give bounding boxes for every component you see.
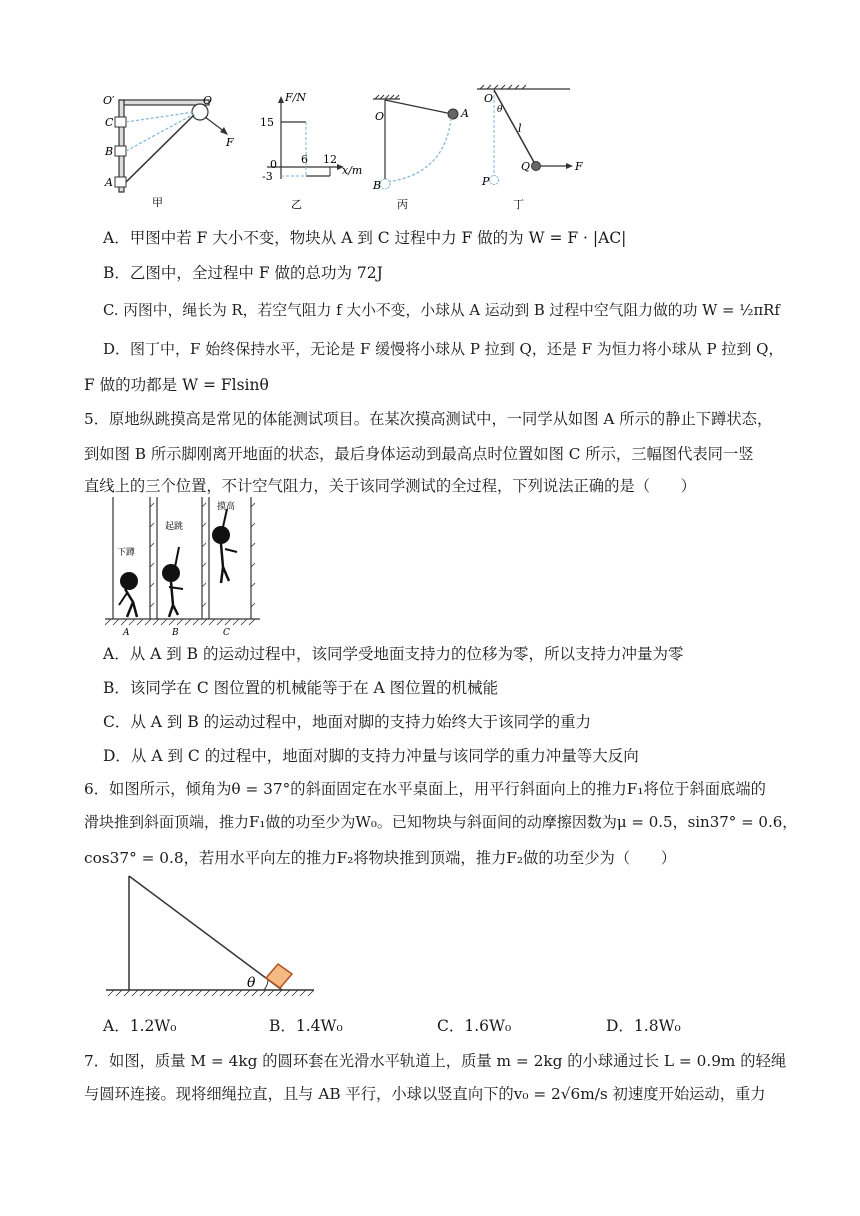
person-squat [119, 572, 138, 617]
q6-stem-line3: cos37° = 0.8，若用水平向左的推力F₂将物块推到顶端，推力F₂做的功至少为（ ） [84, 849, 677, 867]
bing-caption: 丙 [397, 198, 408, 211]
q5-stem-line1: 5．原地纵跳摸高是常见的体能测试项目。在某次摸高测试中，一同学从如图 A 所示的静止下蹲状态， [84, 410, 773, 428]
figure-bing [372, 95, 469, 211]
q5-option-d: D．从 A 到 C 的过程中，地面对脚的支持力冲量与该同学的重力冲量等大反向 [103, 747, 639, 765]
ding-label-q: Q [521, 160, 531, 173]
jia-label-f: F [226, 136, 234, 149]
bing-label-b: B [373, 179, 382, 192]
jia-caption: 甲 [152, 196, 163, 209]
jia-label-b: B [105, 145, 114, 158]
ding-caption: 丁 [513, 198, 524, 211]
ding-label-o: O [484, 92, 494, 105]
yi-tick-6: 6 [301, 153, 308, 166]
q5-stem-line2: 到如图 B 所示脚刚离开地面的状态，最后身体运动到最高点时位置如图 C 所示，三幅图代表同一竖 [84, 445, 754, 463]
figure-ding [477, 85, 583, 211]
yi-caption: 乙 [291, 198, 302, 211]
q5-option-c: C．从 A 到 B 的运动过程中，地面对脚的支持力始终大于该同学的重力 [103, 713, 592, 731]
yi-tick-neg3: -3 [262, 170, 273, 183]
person-touch [212, 509, 237, 583]
label-jump: 起跳 [165, 522, 184, 532]
yi-tick-12: 12 [323, 153, 337, 166]
bing-label-a: A [461, 107, 469, 120]
q5-option-b: B．该同学在 C 图位置的机械能等于在 A 图位置的机械能 [103, 679, 499, 697]
q6-option-d: D．1.8W₀ [606, 1017, 681, 1035]
ding-label-theta: θ [497, 105, 503, 115]
label-squat: 下蹲 [117, 548, 136, 558]
bing-label-o: O [375, 110, 385, 123]
q5-stem-line3: 直线上的三个位置，不计空气阻力，关于该同学测试的全过程，下列说法正确的是（ ） [84, 477, 696, 495]
yi-tick-0: 0 [270, 158, 277, 171]
jia-label-a: A [105, 176, 113, 189]
q6-option-c: C．1.6W₀ [437, 1017, 512, 1035]
figure-yi [260, 91, 362, 211]
label-touch: 摸高 [217, 502, 236, 512]
jia-label-oprime: O′ [103, 94, 115, 107]
q4-option-a: A．甲图中若 F 大小不变，物块从 A 到 C 过程中力 F 做的为 W = F · |AC| [103, 229, 627, 247]
q4-option-b: B．乙图中，全过程中 F 做的总功为 72J [103, 264, 383, 282]
q5-figure [105, 497, 265, 637]
q4-option-d-line2: F 做的功都是 W = Flsinθ [84, 376, 269, 394]
q6-stem-line1: 6．如图所示，倾角为θ = 37°的斜面固定在水平桌面上，用平行斜面向上的推力F₁将位于斜面底端的 [84, 780, 766, 798]
angle-theta: θ [247, 975, 256, 991]
q4-option-d-line1: D．图丁中，F 始终保持水平，无论是 F 缓慢将小球从 P 拉到 Q，还是 F 为恒力将小球从 P 拉到 Q， [103, 340, 784, 358]
figure-jia [103, 94, 234, 209]
jia-label-o: O [203, 94, 213, 107]
q6-figure [104, 872, 319, 1000]
q6-option-b: B．1.4W₀ [269, 1017, 343, 1035]
q5-option-a: A．从 A 到 B 的运动过程中，该同学受地面支持力的位移为零，所以支持力冲量为零 [103, 645, 684, 663]
ding-label-l: l [518, 122, 522, 135]
yi-tick-15: 15 [260, 116, 274, 129]
slider-block [266, 964, 292, 988]
person-jump [162, 547, 183, 617]
label-a: A [123, 628, 130, 637]
ding-label-f: F [575, 160, 583, 173]
yi-yaxis-label: F/N [285, 91, 306, 104]
q4-figures [95, 84, 595, 214]
yi-xaxis-label: x/m [342, 164, 363, 177]
q4-option-c: C. 丙图中，绳长为 R，若空气阻力 f 大小不变，小球从 A 运动到 B 过程中空气阻力做的功 W = ½πRf [103, 302, 780, 319]
q6-stem-line2: 滑块推到斜面顶端，推力F₁做的功至少为W₀。已知物块与斜面间的动摩擦因数为μ = 0.5，sin37° = 0.6， [84, 813, 798, 831]
q6-option-a: A．1.2W₀ [103, 1017, 177, 1035]
jia-label-c: C [105, 116, 114, 129]
q7-stem-line1: 7．如图，质量 M = 4kg 的圆环套在光滑水平轨道上，质量 m = 2kg 的小球通过长 L = 0.9m 的轻绳 [84, 1052, 787, 1070]
label-c: C [223, 628, 230, 637]
label-b: B [172, 628, 179, 637]
ding-label-p: P [482, 175, 490, 188]
q7-stem-line2: 与圆环连接。现将细绳拉直，且与 AB 平行，小球以竖直向下的v₀ = 2√6m/s 初速度开始运动，重力 [84, 1085, 766, 1103]
